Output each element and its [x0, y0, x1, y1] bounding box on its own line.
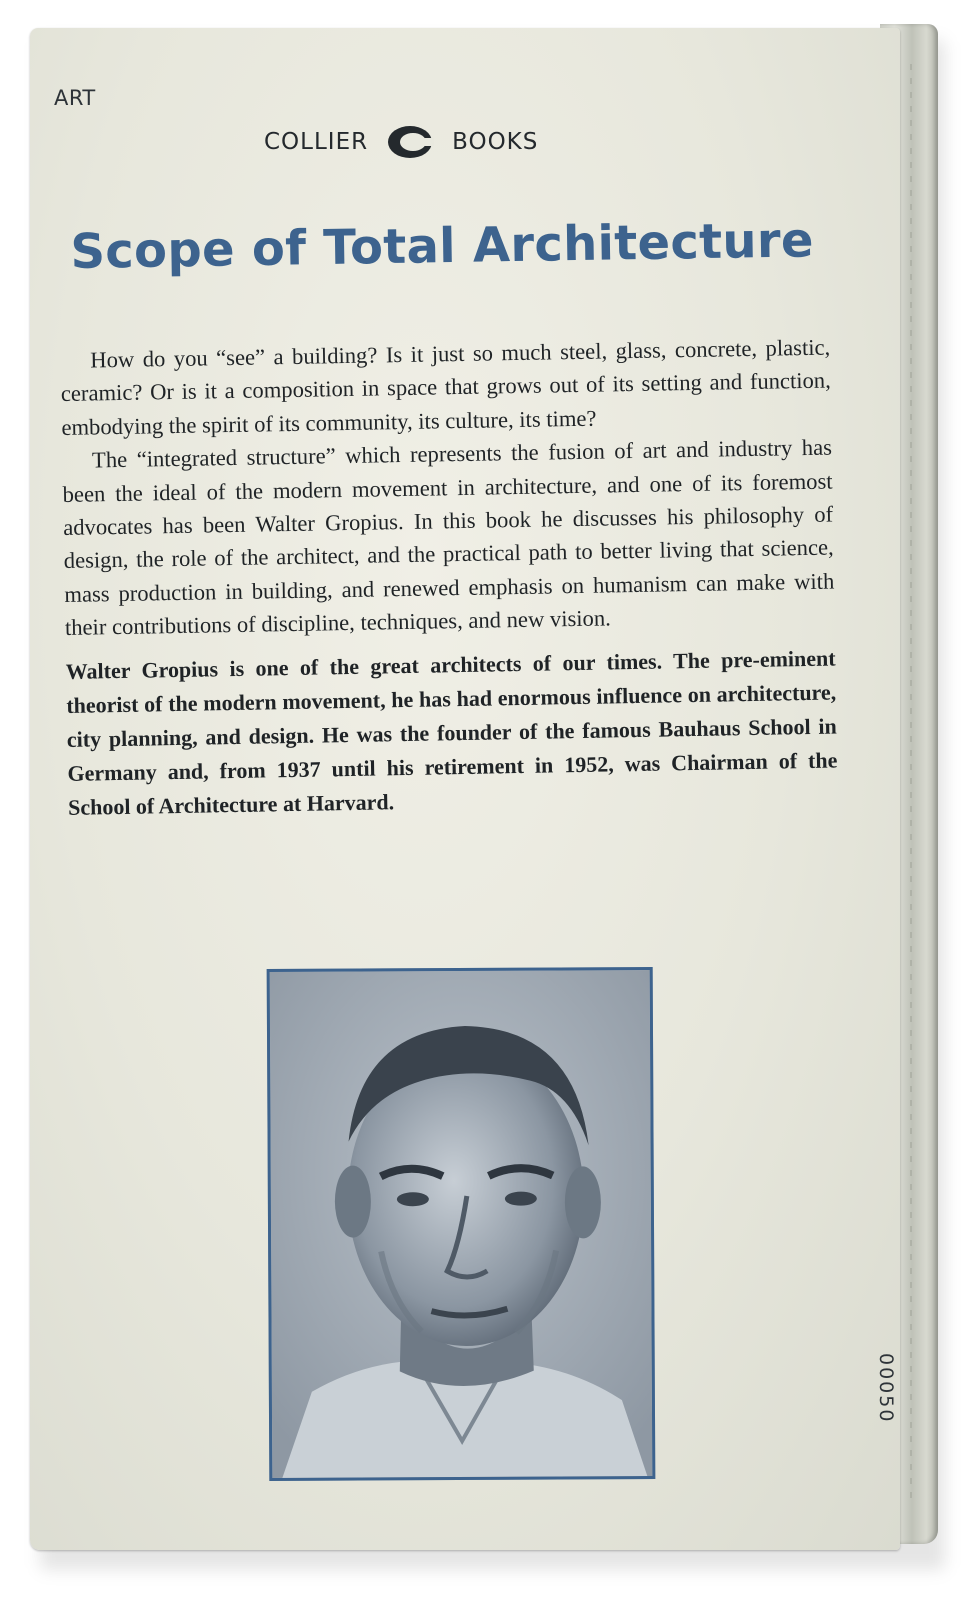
- blurb-paragraph-2: The “integrated structure” which represents the fusion of art and industry has been the ideal of the modern movement in architecture, and one of its foremost advocates has been Walter Gropius. In this book he discusses his philosophy of design, the role of the architect, and the practical path to better living that science, mass production in building, and renewed emphasis on humanism can make with their contributions of discipline, techniques, and new vision.: [62, 434, 835, 641]
- blurb-paragraph-1: How do you “see” a building? Is it just so much steel, glass, concrete, plastic, ceramic? Or is it a composition in space that grows out of its setting and function, embodying the spirit of its community, its culture, its time?: [60, 334, 831, 440]
- collier-c-logo-icon: [386, 124, 434, 160]
- publisher-imprint: [264, 124, 538, 160]
- catalog-number: 00050: [875, 1353, 897, 1424]
- category-label: ART: [54, 86, 96, 110]
- cover-copy: [60, 331, 838, 825]
- author-bio: Walter Gropius is one of the great architects of our times. The pre-eminent theorist of the modern movement, he has had enormous influence on architecture, city planning, and design. He was the founder of the famous Bauhaus School in Germany and, from 1937 until his retirement in 1952, was Chairman of the School of Architecture at Harvard.: [65, 645, 838, 820]
- publisher-name-right: BOOKS: [452, 129, 539, 155]
- publisher-name-left: COLLIER: [264, 129, 369, 155]
- book-title: Scope of Total Architecture: [70, 212, 815, 280]
- author-portrait: [267, 967, 656, 1481]
- book-back-cover: [30, 28, 900, 1550]
